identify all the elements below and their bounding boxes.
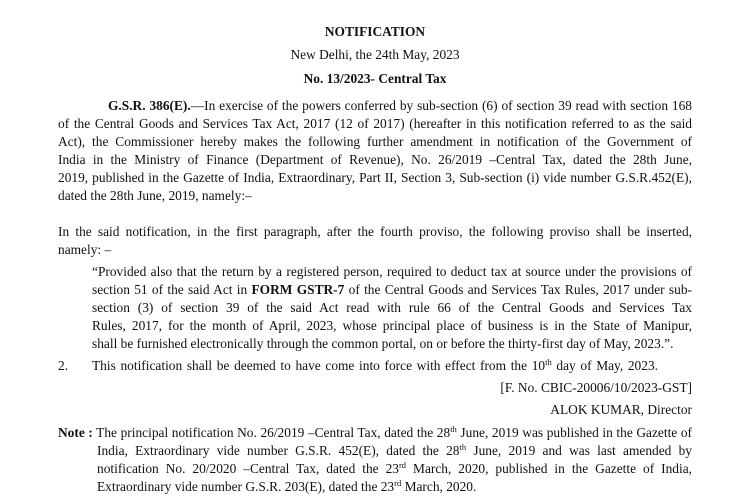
item-number: 2. <box>58 358 69 373</box>
proviso-line: section 51 of the said Act in FORM GSTR-7 of the Central Goods and Services Tax Rules, 2017 under sub- <box>92 282 692 297</box>
proviso-line: shall be furnished electronically through the common portal, on or before the thirty-first day of May, 2023.”. <box>92 336 674 351</box>
proviso-line: Rules, 2017, for the month of April, 2023, whose principal place of business is in the State of Manipur, <box>92 318 692 333</box>
paragraph-line: 2019, published in the Gazette of India, Extraordinary, Part II, Section 3, Sub-section (i) vide number G.S.R.452(E), <box>58 170 692 185</box>
proviso-line: “Provided also that the return by a registered person, required to deduct tax at source under the provisions of <box>92 264 692 279</box>
note-line: notification No. 20/2020 –Central Tax, dated the 23rd March, 2020, published in the Gazette of India, <box>97 460 692 476</box>
paragraph-line: India in the Ministry of Finance (Department of Revenue), No. 26/2019 –Central Tax, dated the 28th June, <box>58 152 692 167</box>
item-2-text: This notification shall be deemed to have come into force with effect from the 10th day of May, 2023. <box>92 357 658 373</box>
paragraph-line: Act), the Commissioner hereby makes the following further amendment in notification of the Government of <box>58 134 692 149</box>
paragraph-line: In the said notification, in the first paragraph, after the fourth proviso, the following proviso shall be inserted, <box>58 224 692 239</box>
paragraph-line: namely: – <box>58 242 112 257</box>
proviso-line: section (3) of section 39 of the said Act read with rule 66 of the Central Goods and Services Tax <box>92 300 692 315</box>
notification-number: No. 13/2023- Central Tax <box>303 71 447 86</box>
paragraph-line: G.S.R. 386(E).—In exercise of the powers conferred by sub-section (6) of section 39 read with section 168 <box>108 98 692 113</box>
signatory: ALOK KUMAR, Director <box>550 402 692 417</box>
place-date: New Delhi, the 24th May, 2023 <box>290 47 460 62</box>
paragraph-line: of the Central Goods and Services Tax Act, 2017 (12 of 2017) (hereafter in this notification referred to as the said <box>58 116 692 131</box>
note-line: Extraordinary vide number G.S.R. 203(E), dated the 23rd March, 2020. <box>97 478 477 494</box>
note-line: India, Extraordinary vide number G.S.R. 452(E), dated the 28th June, 2019 and was last amended by <box>97 442 692 458</box>
note-line: Note : The principal notification No. 26/2019 –Central Tax, dated the 28th June, 2019 was published in the Gazette of <box>58 424 692 440</box>
notification-heading: NOTIFICATION <box>324 24 426 39</box>
paragraph-line: dated the 28th June, 2019, namely:– <box>58 188 252 203</box>
file-number: [F. No. CBIC-20006/10/2023-GST] <box>500 380 692 395</box>
